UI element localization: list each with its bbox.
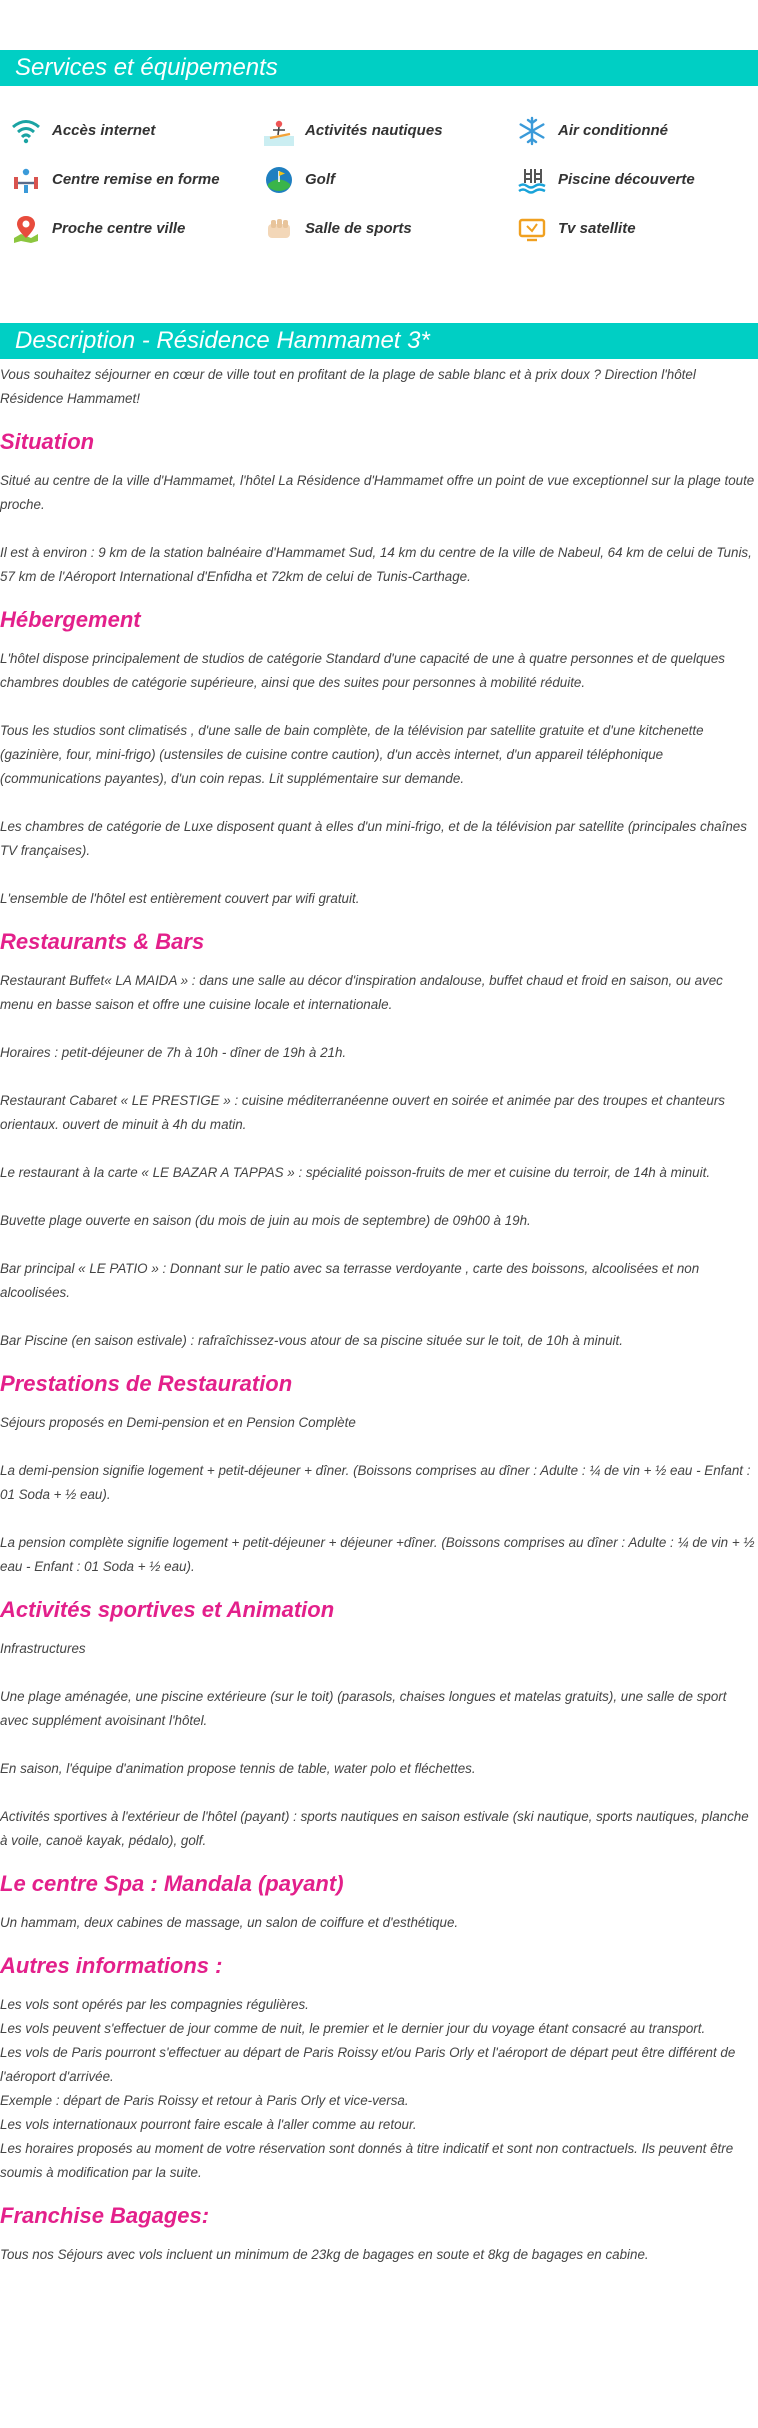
service-label: Tv satellite: [558, 220, 636, 237]
autres-line-4: Exemple : départ de Paris Roissy et retour à Paris Orly et vice-versa.: [0, 2093, 409, 2108]
description-section: [0, 323, 758, 2267]
autres-heading: Autres informations :: [0, 1953, 223, 1978]
map-pin-icon: [10, 213, 42, 245]
bagages-text-1: Tous nos Séjours avec vols incluent un minimum de 23kg de bagages en soute et 8kg de bagages en cabine.: [0, 2247, 649, 2262]
service-item-gym: [253, 204, 506, 253]
golf-icon: [263, 164, 295, 196]
restaurants-text-3: Restaurant Cabaret « LE PRESTIGE » : cuisine méditerranéenne ouvert en soirée et animée par des troupes et chanteurs orientaux. ouvert de minuit à 4h du matin.: [0, 1093, 725, 1132]
restaurants-text-6: Bar principal « LE PATIO » : Donnant sur le patio avec sa terrasse verdoyante , carte des boissons, alcoolisées et non alcoolisées.: [0, 1261, 700, 1300]
fitness-icon: [10, 164, 42, 196]
description-title: Description - Résidence Hammamet 3*: [0, 323, 758, 359]
service-item-water-sports: [253, 106, 506, 155]
prestations-text-3: La pension complète signifie logement + petit-déjeuner + déjeuner +dîner. (Boissons comprises au dîner : Adulte : ¼ de vin + ½ eau - Enfant : 01 Soda + ½ eau).: [0, 1535, 755, 1574]
description-content: [0, 359, 758, 2267]
pool-icon: [516, 164, 548, 196]
service-label: Proche centre ville: [52, 220, 186, 237]
activites-text-2: Une plage aménagée, une piscine extérieure (sur le toit) (parasols, chaises longues et matelas gratuits), une salle de sport avec supplément avoisinant l'hôtel.: [0, 1689, 727, 1728]
autres-line-2: Les vols peuvent s'effectuer de jour comme de nuit, le premier et le dernier jour du voyage étant consacré au transport.: [0, 2021, 706, 2036]
restaurants-text-5: Buvette plage ouverte en saison (du mois de juin au mois de septembre) de 09h00 à 19h.: [0, 1213, 531, 1228]
service-item-air-conditioning: [506, 106, 758, 155]
activites-heading: Activités sportives et Animation: [0, 1597, 335, 1622]
restaurants-text-4: Le restaurant à la carte « LE BAZAR A TAPPAS » : spécialité poisson-fruits de mer et cuisine du terroir, de 14h à minuit.: [0, 1165, 711, 1180]
restaurants-heading: Restaurants & Bars: [0, 929, 205, 954]
services-section: [0, 50, 758, 253]
service-label: Accès internet: [52, 122, 156, 139]
water-sports-icon: [263, 115, 295, 147]
bagages-heading: Franchise Bagages:: [0, 2203, 210, 2228]
service-label: Air conditionné: [558, 122, 668, 139]
tv-icon: [516, 213, 548, 245]
autres-line-3: Les vols de Paris pourront s'effectuer au départ de Paris Roissy et/ou Paris Orly et l'aéroport de départ peut être différent de l'aéroport d'arrivée.: [0, 2045, 736, 2084]
restaurants-text-1: Restaurant Buffet« LA MAIDA » : dans une salle au décor d'inspiration andalouse, buffet chaud et froid en saison, ou avec menu en basse saison et offre une cuisine locale et internationale.: [0, 973, 723, 1012]
hebergement-text-1: L'hôtel dispose principalement de studios de catégorie Standard d'une capacité de une à quatre personnes et de quelques chambres doubles de catégorie supérieure, ainsi que des suites pour personnes à mobilité réduite.: [0, 651, 725, 690]
services-grid: [0, 86, 758, 253]
activites-text-1: Infrastructures: [0, 1641, 86, 1656]
spa-text-1: Un hammam, deux cabines de massage, un salon de coiffure et d'esthétique.: [0, 1915, 459, 1930]
service-item-tv: [506, 204, 758, 253]
activites-text-4: Activités sportives à l'extérieur de l'hôtel (payant) : sports nautiques en saison estivale (ski nautique, sports nautiques, planche à voile, canoë kayak, pédalo), golf.: [0, 1809, 749, 1848]
snowflake-icon: [516, 115, 548, 147]
situation-heading: Situation: [0, 429, 95, 454]
service-item-golf: [253, 155, 506, 204]
prestations-heading: Prestations de Restauration: [0, 1371, 293, 1396]
hebergement-heading: Hébergement: [0, 607, 141, 632]
service-label: Piscine découverte: [558, 171, 695, 188]
spa-heading: Le centre Spa : Mandala (payant): [0, 1871, 344, 1896]
restaurants-text-2: Horaires : petit-déjeuner de 7h à 10h - dîner de 19h à 21h.: [0, 1045, 347, 1060]
service-label: Activités nautiques: [305, 122, 443, 139]
gym-icon: [263, 213, 295, 245]
hebergement-text-2: Tous les studios sont climatisés , d'une salle de bain complète, de la télévision par satellite gratuite et d'une kitchenette (gazinière, four, mini-frigo) (ustensiles de cuisine contre caution), d'un accès internet, d'un appareil téléphonique (communications payantes), d'un coin repas. Lit supplémentaire sur demande.: [0, 723, 704, 786]
hebergement-text-4: L'ensemble de l'hôtel est entièrement couvert par wifi gratuit.: [0, 891, 360, 906]
autres-line-5: Les vols internationaux pourront faire escale à l'aller comme au retour.: [0, 2117, 417, 2132]
hebergement-text-3: Les chambres de catégorie de Luxe disposent quant à elles d'un mini-frigo, et de la télévision par satellite (principales chaînes TV françaises).: [0, 819, 747, 858]
service-item-city-center: [0, 204, 253, 253]
service-label: Salle de sports: [305, 220, 412, 237]
wifi-icon: [10, 115, 42, 147]
autres-line-1: Les vols sont opérés par les compagnies régulières.: [0, 1997, 309, 2012]
services-title: Services et équipements: [0, 50, 758, 86]
service-item-internet: [0, 106, 253, 155]
service-label: Golf: [305, 171, 335, 188]
intro-text: Vous souhaitez séjourner en cœur de ville tout en profitant de la plage de sable blanc et à prix doux ? Direction l'hôtel Résidence Hammamet!: [0, 367, 696, 406]
service-item-fitness: [0, 155, 253, 204]
prestations-text-1: Séjours proposés en Demi-pension et en Pension Complète: [0, 1415, 356, 1430]
prestations-text-2: La demi-pension signifie logement + petit-déjeuner + dîner. (Boissons comprises au dîner : Adulte : ¼ de vin + ½ eau - Enfant : 01 Soda + ½ eau).: [0, 1463, 751, 1502]
situation-text-1: Situé au centre de la ville d'Hammamet, l'hôtel La Résidence d'Hammamet offre un point de vue exceptionnel sur la plage toute proche.: [0, 473, 755, 512]
activites-text-3: En saison, l'équipe d'animation propose tennis de table, water polo et fléchettes.: [0, 1761, 476, 1776]
service-label: Centre remise en forme: [52, 171, 220, 188]
autres-line-6: Les horaires proposés au moment de votre réservation sont donnés à titre indicatif et sont non contractuels. Ils peuvent être soumis à modification par la suite.: [0, 2141, 734, 2180]
restaurants-text-7: Bar Piscine (en saison estivale) : rafraîchissez-vous atour de sa piscine située sur le toit, de 10h à minuit.: [0, 1333, 623, 1348]
situation-text-2: Il est à environ : 9 km de la station balnéaire d'Hammamet Sud, 14 km du centre de la ville de Nabeul, 64 km de celui de Tunis, 57 km de l'Aéroport International d'Enfidha et 72km de celui de Tunis-Carthage.: [0, 545, 752, 584]
service-item-pool: [506, 155, 758, 204]
